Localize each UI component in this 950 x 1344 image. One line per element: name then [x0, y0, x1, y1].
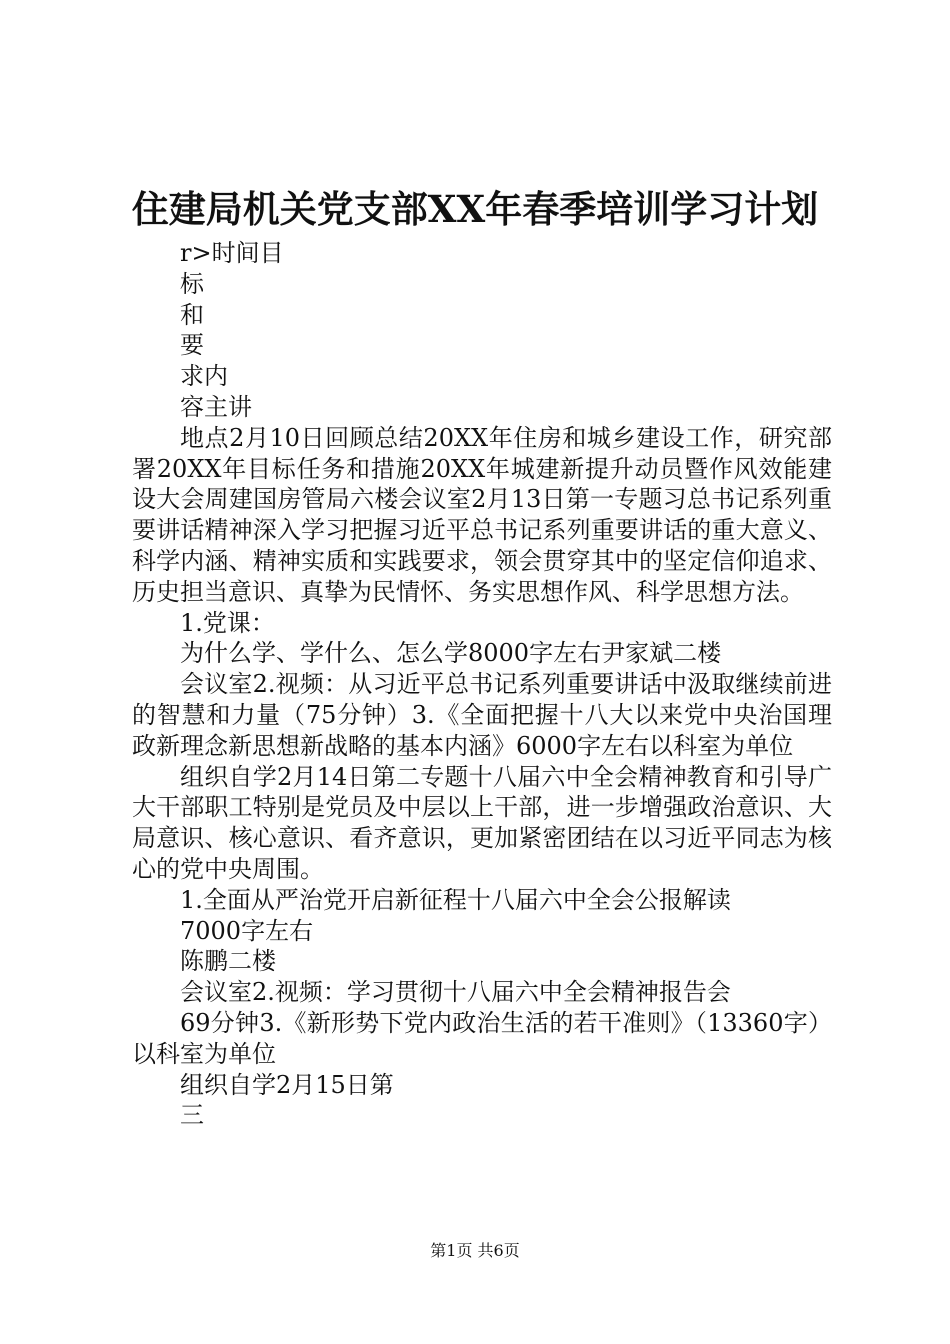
text-line: 三 — [180, 1101, 204, 1130]
text-line: 标 — [180, 269, 204, 298]
paragraph: 组织自学2月14日第二专题十八届六中全会精神教育和引导广大干部职工特别是党员及中层以上干部，进一步增强政治意识、大局意识、核心意识、看齐意识，更加紧密团结在以习近平同志为核心的党中央周围。 — [132, 762, 832, 883]
text-line: 7000字左右 — [180, 916, 314, 945]
text-line: 会议室2.视频：学习贯彻十八届六中全会精神报告会 — [180, 978, 731, 1007]
text-line: 容主讲 — [180, 392, 252, 421]
text-line: r>时间目 — [180, 239, 284, 267]
paragraph: 地点2月10日回顾总结20XX年住房和城乡建设工作，研究部署20XX年目标任务和措施20XX年城建新提升动员暨作风效能建设大会周建国房管局六楼会议室2月13日第一专题习总书记系列重要讲话精神深入学习把握习近平总书记系列重要讲话的重大意义、科学内涵、精神实质和实践要求，领会贯穿其中的坚定信仰追求、历史担当意识、真挚为民情怀、务实思想作风、科学思想方法。 — [132, 423, 832, 606]
text-line: 要 — [180, 331, 204, 360]
text-line: 1.党课： — [180, 608, 275, 637]
text-line: 为什么学、学什么、怎么学8000字左右尹家斌二楼 — [180, 639, 722, 668]
text-line: 求内 — [180, 362, 228, 391]
paragraph: 会议室2.视频：从习近平总书记系列重要讲话中汲取继续前进的智慧和力量（75分钟）3.《全面把握十八大以来党中央治国理政新理念新思想新战略的基本内涵》6000字左右以科室为单位 — [132, 670, 832, 760]
text-line: 组织自学2月15日第 — [180, 1070, 394, 1099]
text-line: 1.全面从严治党开启新征程十八届六中全会公报解读 — [180, 885, 731, 914]
paragraph: 69分钟3.《新形势下党内政治生活的若干准则》（13360字）以科室为单位 — [132, 1008, 832, 1068]
document-title: 住建局机关党支部XX年春季培训学习计划 — [131, 187, 819, 231]
text-line: 和 — [180, 300, 204, 329]
document-body — [132, 238, 832, 1131]
text-line: 陈鹏二楼 — [180, 947, 276, 976]
page-footer: 第1页 共6页 — [430, 1241, 520, 1260]
